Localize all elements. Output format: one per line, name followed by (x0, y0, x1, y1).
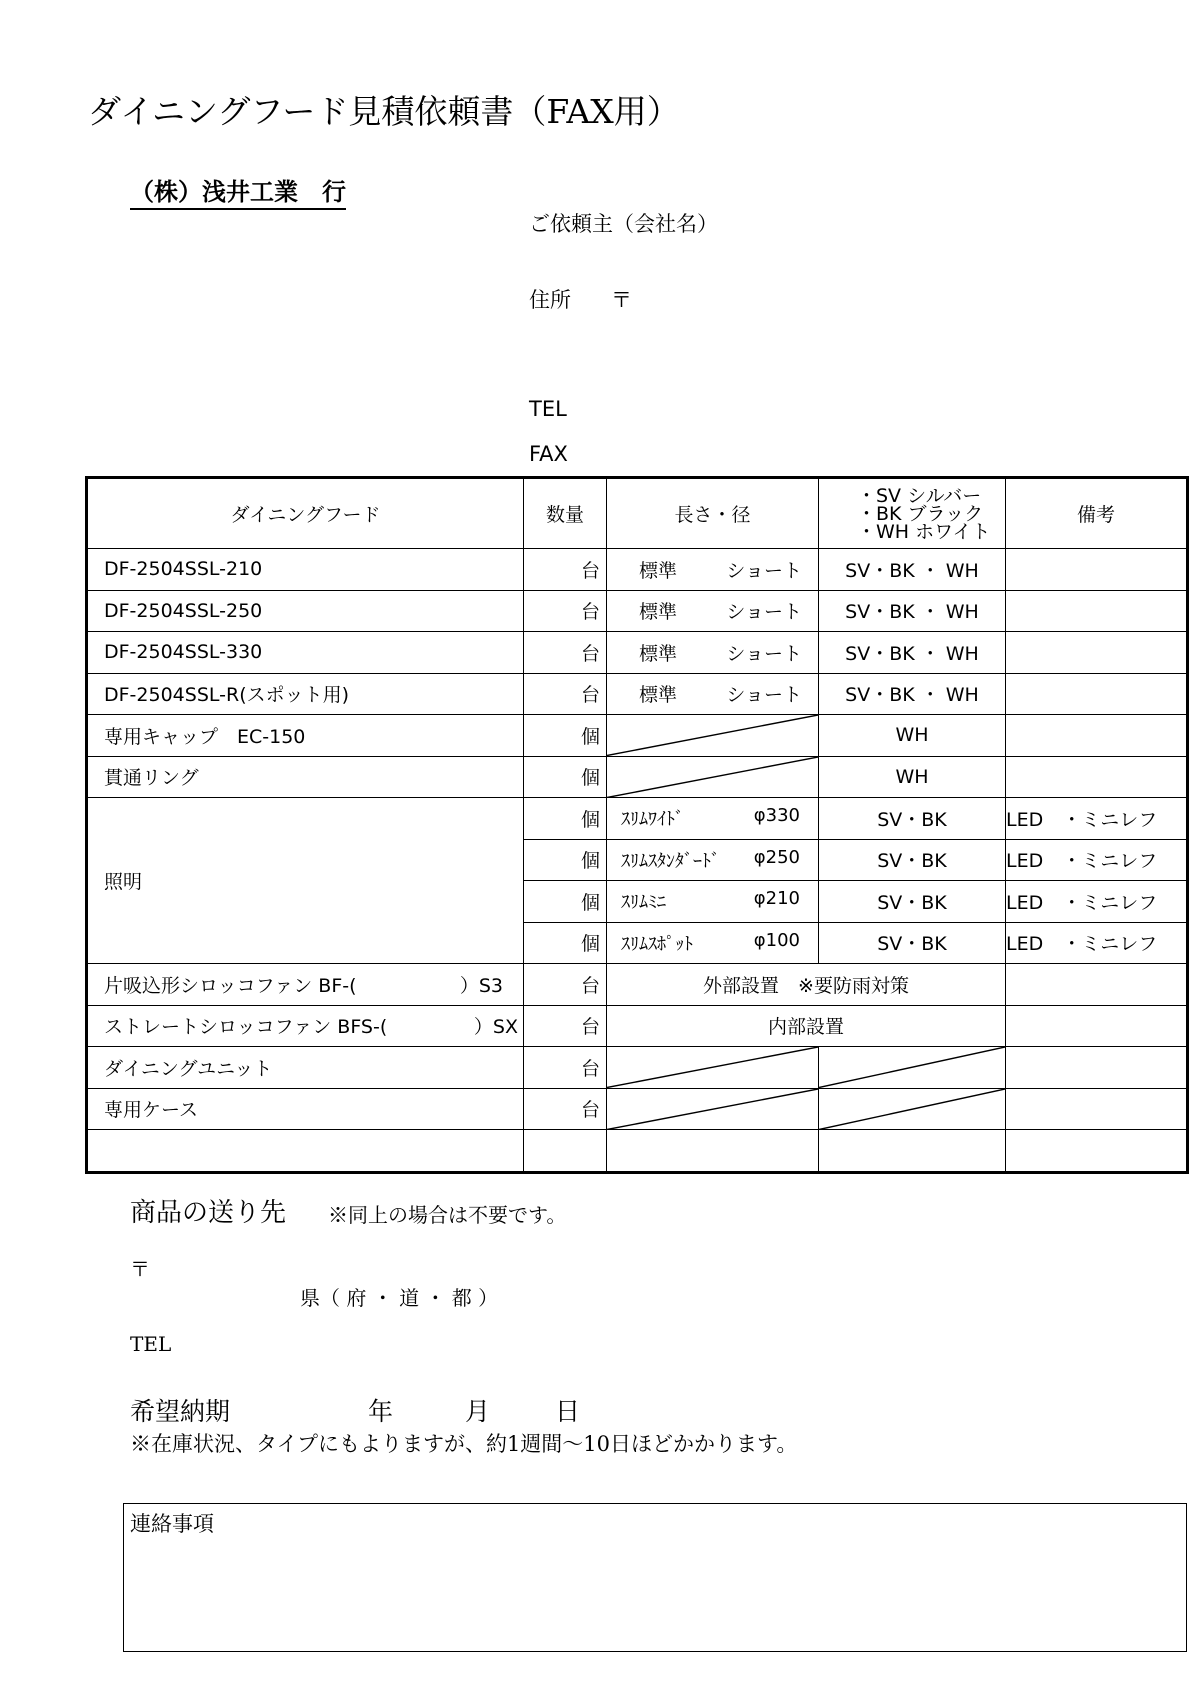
table-row (87, 632, 1188, 674)
color-cell[interactable]: SV・BK ・ WH (819, 673, 1006, 715)
shipping-prefecture: 県（ 府 ・ 道 ・ 都 ） (300, 1286, 499, 1310)
note-cell[interactable] (1006, 590, 1188, 632)
table-row (87, 590, 1188, 632)
table-row (87, 1005, 1188, 1047)
qty-cell[interactable]: 台 (524, 632, 607, 674)
qty-cell[interactable]: 台 (524, 590, 607, 632)
diagonal-strike (819, 1047, 1005, 1088)
length-cell[interactable] (607, 632, 819, 674)
blank-cell[interactable] (819, 1130, 1006, 1173)
page-title: ダイニングフード見積依頼書（FAX用） (88, 92, 680, 131)
delivery-note: ※在庫状況、タイプにもよりますが、約1週間～10日ほどかかります。 (130, 1432, 798, 1456)
note-cell[interactable] (1006, 756, 1188, 798)
blank-cell[interactable] (524, 1130, 607, 1173)
product-name: DF-2504SSL-210 (87, 549, 524, 591)
color-cell-na (819, 1088, 1006, 1130)
light-type-cell[interactable]: LED ・ミニレフ (1006, 922, 1188, 964)
product-name: 専用ケース (87, 1088, 524, 1130)
delivery-day: 日 (555, 1397, 581, 1426)
table-row (87, 1047, 1188, 1089)
blank-cell[interactable] (1006, 1130, 1188, 1173)
color-legend-bk: ・BK ブラック (857, 502, 984, 525)
length-cell[interactable] (607, 590, 819, 632)
light-model[interactable]: ｽﾘﾑﾜｲﾄﾞ (621, 809, 684, 831)
shipping-note: ※同上の場合は不要です。 (328, 1203, 567, 1227)
length-short[interactable]: ショート (726, 601, 802, 624)
light-model-cell[interactable] (607, 798, 819, 840)
header-note: 備考 (1006, 478, 1188, 549)
light-type-cell[interactable]: LED ・ミニレフ (1006, 798, 1188, 840)
product-name: ダイニングユニット (87, 1047, 524, 1089)
light-model-cell[interactable] (607, 839, 819, 881)
color-cell[interactable]: SV・BK ・ WH (819, 632, 1006, 674)
diagonal-strike (819, 1089, 1005, 1130)
qty-cell[interactable]: 台 (524, 964, 607, 1006)
table-row (87, 756, 1188, 798)
qty-cell[interactable]: 台 (524, 1005, 607, 1047)
blank-cell[interactable] (607, 1130, 819, 1173)
length-cell-na (607, 1088, 819, 1130)
product-name: DF-2504SSL-250 (87, 590, 524, 632)
light-size: φ100 (753, 929, 800, 951)
light-size: φ330 (753, 805, 800, 827)
note-cell[interactable] (1006, 673, 1188, 715)
product-name: DF-2504SSL-330 (87, 632, 524, 674)
color-cell[interactable]: WH (819, 756, 1006, 798)
qty-cell[interactable]: 個 (524, 839, 607, 881)
length-standard[interactable]: 標準 (639, 559, 678, 582)
table-header-row (87, 478, 1188, 549)
light-size: φ250 (753, 846, 800, 868)
table-row (87, 1088, 1188, 1130)
qty-cell[interactable]: 台 (524, 673, 607, 715)
qty-cell[interactable]: 台 (524, 1047, 607, 1089)
product-name: 専用キャップ EC-150 (87, 715, 524, 757)
header-length: 長さ・径 (607, 478, 819, 549)
install-cell: 外部設置 ※要防雨対策 (607, 964, 1006, 1006)
color-cell[interactable]: SV・BK ・ WH (819, 590, 1006, 632)
length-cell[interactable] (607, 673, 819, 715)
fan-suffix: ）S3 (459, 974, 503, 997)
client-address-label: 住所 (529, 288, 571, 312)
shipping-postal-mark: 〒 (130, 1257, 150, 1281)
length-short[interactable]: ショート (726, 684, 802, 707)
table-row (87, 673, 1188, 715)
client-fax-label: FAX (529, 442, 568, 466)
note-cell[interactable] (1006, 1088, 1188, 1130)
light-model[interactable]: ｽﾘﾑｽﾎﾟｯﾄ (621, 933, 693, 955)
note-cell[interactable] (1006, 1005, 1188, 1047)
length-cell-na (607, 715, 819, 757)
color-cell[interactable]: SV・BK (819, 881, 1006, 923)
length-standard[interactable]: 標準 (639, 642, 678, 665)
color-legend-sv: ・SV シルバー (857, 484, 982, 507)
note-cell[interactable] (1006, 964, 1188, 1006)
qty-cell[interactable]: 個 (524, 881, 607, 923)
table-row (87, 798, 1188, 840)
contact-label: 連絡事項 (130, 1512, 214, 1536)
note-cell[interactable] (1006, 1047, 1188, 1089)
light-model[interactable]: ｽﾘﾑﾐﾆ (621, 892, 666, 914)
delivery-month: 月 (465, 1397, 491, 1426)
qty-cell[interactable]: 個 (524, 922, 607, 964)
note-cell[interactable] (1006, 549, 1188, 591)
length-standard[interactable]: 標準 (639, 684, 678, 707)
shipping-tel-label: TEL (130, 1332, 172, 1356)
qty-cell[interactable]: 個 (524, 798, 607, 840)
delivery-year: 年 (368, 1397, 394, 1426)
note-cell[interactable] (1006, 632, 1188, 674)
contact-notes-box[interactable] (123, 1503, 1187, 1652)
postal-mark: 〒 (611, 288, 632, 312)
table-row (87, 715, 1188, 757)
install-cell: 内部設置 (607, 1005, 1006, 1047)
fan-name: ストレートシロッコファン BFS-( (104, 1016, 388, 1039)
qty-cell[interactable]: 台 (524, 1088, 607, 1130)
blank-cell[interactable] (87, 1130, 524, 1173)
note-cell[interactable] (1006, 715, 1188, 757)
header-qty: 数量 (524, 478, 607, 549)
color-cell-na (819, 1047, 1006, 1089)
length-cell-na (607, 756, 819, 798)
diagonal-strike (607, 715, 818, 756)
delivery-label: 希望納期 (130, 1397, 231, 1426)
quote-table (85, 476, 1189, 1174)
header-color (819, 478, 1006, 549)
light-model[interactable]: ｽﾘﾑｽﾀﾝﾀﾞｰﾄﾞ (621, 850, 720, 872)
client-tel-label: TEL (529, 397, 567, 421)
length-cell-na (607, 1047, 819, 1089)
length-standard[interactable]: 標準 (639, 601, 678, 624)
diagonal-strike (607, 1089, 818, 1130)
color-cell[interactable]: WH (819, 715, 1006, 757)
diagonal-strike (607, 1047, 818, 1088)
fan-name: 片吸込形シロッコファン BF-( (104, 974, 357, 997)
length-short[interactable]: ショート (726, 642, 802, 665)
light-model-cell[interactable] (607, 922, 819, 964)
qty-cell[interactable]: 台 (524, 549, 607, 591)
diagonal-strike (607, 757, 818, 798)
fan-name-cell[interactable] (87, 1005, 524, 1047)
table-row (87, 964, 1188, 1006)
light-type-cell[interactable]: LED ・ミニレフ (1006, 881, 1188, 923)
color-cell[interactable]: SV・BK ・ WH (819, 549, 1006, 591)
color-cell[interactable]: SV・BK (819, 798, 1006, 840)
table-row-blank (87, 1130, 1188, 1173)
fan-suffix: ）SX (473, 1016, 518, 1039)
light-size: φ210 (753, 888, 800, 910)
product-name: DF-2504SSL-R(スポット用) (87, 673, 524, 715)
qty-cell[interactable]: 個 (524, 715, 607, 757)
table-row (87, 549, 1188, 591)
color-cell[interactable]: SV・BK (819, 922, 1006, 964)
header-name: ダイニングフード (87, 478, 524, 549)
length-short[interactable]: ショート (726, 559, 802, 582)
light-model-cell[interactable] (607, 881, 819, 923)
color-cell[interactable]: SV・BK (819, 839, 1006, 881)
shipping-title: 商品の送り先 (130, 1198, 287, 1228)
color-legend-wh: ・WH ホワイト (857, 520, 991, 543)
fan-name-cell[interactable] (87, 964, 524, 1006)
length-cell[interactable] (607, 549, 819, 591)
lighting-name: 照明 (87, 798, 524, 964)
light-type-cell[interactable]: LED ・ミニレフ (1006, 839, 1188, 881)
client-company-label: ご依頼主（会社名） (529, 212, 718, 236)
addressee: （株）浅井工業 行 (130, 172, 346, 210)
qty-cell[interactable]: 個 (524, 756, 607, 798)
product-name: 貫通リング (87, 756, 524, 798)
